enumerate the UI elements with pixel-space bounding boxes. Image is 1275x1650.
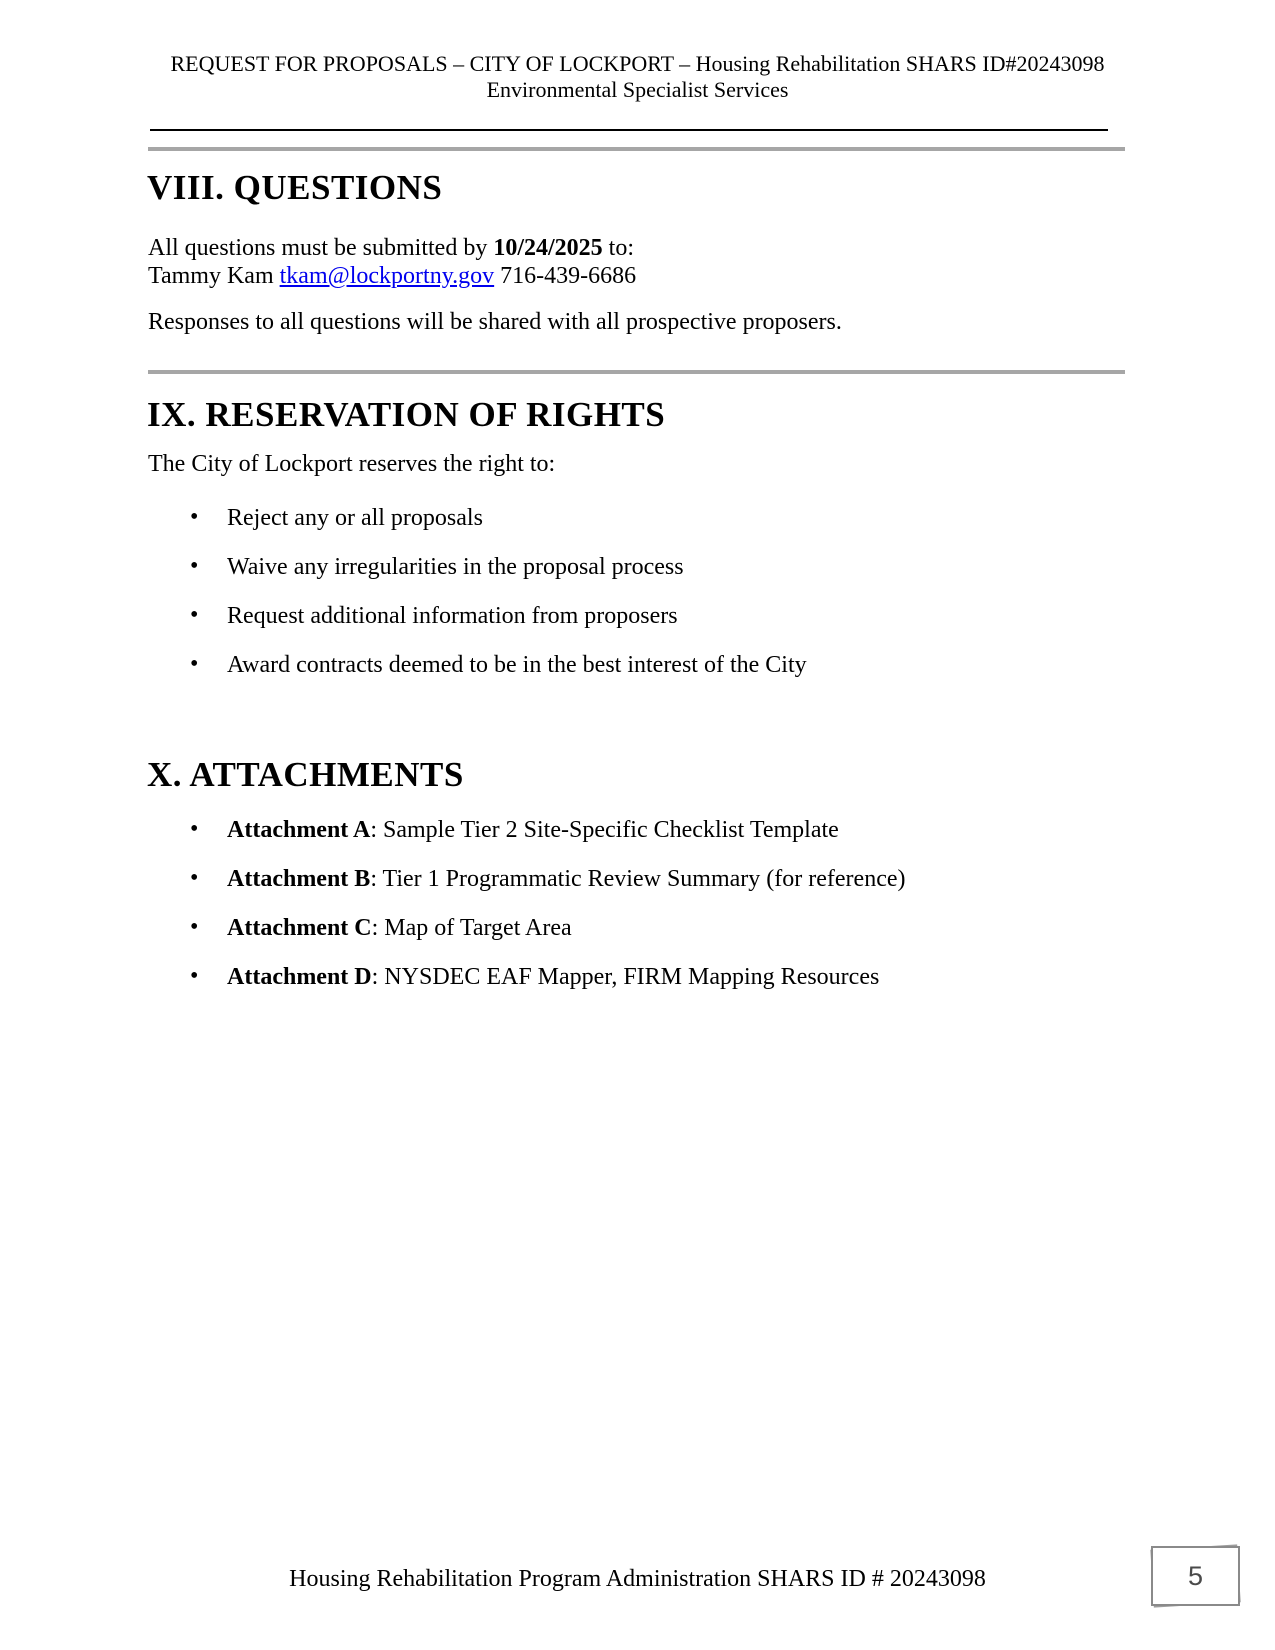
- list-item: [148, 651, 807, 679]
- rights-item-text: Reject any or all proposals: [227, 505, 483, 531]
- running-header: [0, 51, 1275, 103]
- running-footer: Housing Rehabilitation Program Administration SHARS ID # 20243098: [289, 1566, 986, 1592]
- bullet-icon: •: [190, 963, 199, 989]
- bullet-icon: •: [190, 553, 199, 579]
- list-item: [148, 504, 807, 532]
- rights-heading: IX. RESERVATION OF RIGHTS: [147, 395, 666, 434]
- bullet-icon: •: [190, 865, 199, 891]
- bullet-icon: •: [190, 816, 199, 842]
- page-number-box: [1151, 1546, 1240, 1606]
- responses-note: Responses to all questions will be shared with all prospective proposers.: [148, 309, 842, 335]
- attachment-text: : Tier 1 Programmatic Review Summary (for reference): [370, 866, 906, 892]
- rights-item-text: Waive any irregularities in the proposal process: [227, 554, 684, 580]
- deadline-line: [148, 234, 636, 262]
- questions-heading: VIII. QUESTIONS: [147, 168, 443, 207]
- list-item: [148, 963, 905, 991]
- list-item: [148, 914, 905, 942]
- contact-line: [148, 262, 636, 290]
- contact-name: Tammy Kam: [148, 263, 280, 289]
- list-item: [148, 553, 807, 581]
- header-title-line1: REQUEST FOR PROPOSALS – CITY OF LOCKPORT – Housing Rehabilitation SHARS ID#20243098: [170, 51, 1105, 76]
- contact-phone: 716-439-6686: [494, 263, 637, 289]
- bullet-icon: •: [190, 504, 199, 530]
- list-item: [148, 816, 905, 844]
- questions-deadline-paragraph: [148, 234, 636, 290]
- list-item: [148, 602, 807, 630]
- list-item: [148, 865, 905, 893]
- contact-email-link[interactable]: tkam@lockportny.gov: [279, 263, 495, 289]
- bullet-icon: •: [190, 602, 199, 628]
- attachment-text: : NYSDEC EAF Mapper, FIRM Mapping Resources: [371, 964, 880, 990]
- section-divider-rule: [148, 370, 1125, 374]
- underscore-divider: [150, 129, 1108, 131]
- rights-item-text: Request additional information from proposers: [227, 603, 678, 629]
- attachment-label: Attachment D: [227, 964, 372, 990]
- header-title-line2: Environmental Specialist Services: [486, 77, 789, 102]
- bullet-icon: •: [190, 914, 199, 940]
- bullet-icon: •: [190, 651, 199, 677]
- section-divider-rule: [148, 147, 1125, 151]
- attachment-text: : Sample Tier 2 Site-Specific Checklist Template: [370, 817, 839, 843]
- rights-intro: The City of Lockport reserves the right to:: [148, 451, 556, 477]
- deadline-prefix: All questions must be submitted by: [148, 235, 494, 261]
- attachment-label: Attachment A: [227, 817, 371, 843]
- deadline-date: 10/24/2025: [493, 235, 603, 261]
- attachments-heading: X. ATTACHMENTS: [147, 755, 464, 794]
- attachment-label: Attachment B: [227, 866, 371, 892]
- rights-item-text: Award contracts deemed to be in the best interest of the City: [227, 652, 807, 678]
- rights-bullet-list: [148, 504, 807, 700]
- page-number: 5: [1151, 1546, 1240, 1606]
- attachment-label: Attachment C: [227, 915, 372, 941]
- attachments-bullet-list: [148, 816, 905, 1012]
- deadline-suffix: to:: [602, 235, 635, 261]
- attachment-text: : Map of Target Area: [371, 915, 572, 941]
